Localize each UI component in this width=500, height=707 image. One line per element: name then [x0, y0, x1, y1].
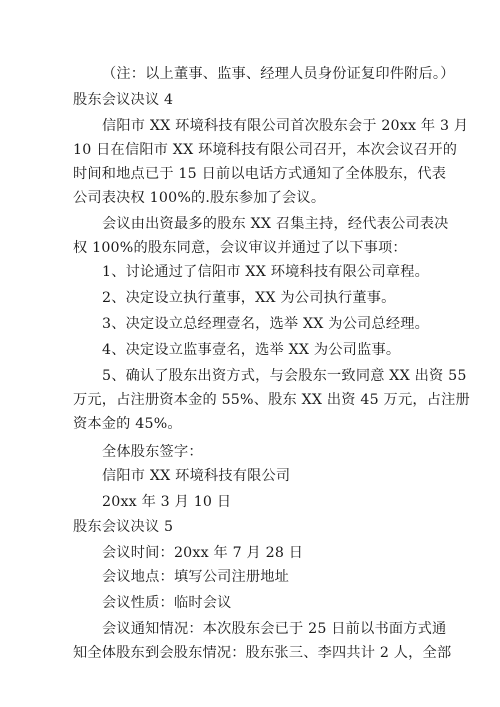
meeting-time: 会议时间：20xx 年 7 月 28 日	[102, 545, 304, 561]
resolution-4-item-3: 3、决定设立总经理壹名，选举 XX 为公司总经理。	[102, 316, 429, 332]
resolution-4-item-2: 2、决定设立执行董事，XX 为公司执行董事。	[102, 290, 396, 306]
resolution-4-intro-line-3: 时间和地点已于 15 日前以电话方式通知了全体股东，代表	[73, 166, 447, 182]
meeting-nature: 会议性质：临时会议	[102, 595, 232, 611]
resolution-5-title: 股东会议决议 5	[73, 519, 174, 535]
resolution-4-item-5-line-1: 5、确认了股东出资方式，与会股东一致同意 XX 出资 55	[102, 368, 467, 384]
resolution-4-chair-line-2: 权 100%的股东同意，会议审议并通过了以下事项：	[73, 240, 407, 256]
resolution-4-intro-line-4: 公司表决权 100%的.股东参加了会议。	[73, 190, 326, 206]
company-name: 信阳市 XX 环境科技有限公司	[102, 468, 291, 484]
resolution-4-item-1: 1、讨论通过了信阳市 XX 环境科技有限公司章程。	[102, 264, 429, 280]
note-line: （注：以上董事、监事、经理人员身份证复印件附后。）	[102, 66, 455, 82]
resolution-4-intro-line-1: 信阳市 XX 环境科技有限公司首次股东会于 20xx 年 3 月	[102, 118, 469, 134]
signature-label: 全体股东签字：	[102, 444, 203, 460]
resolution-4-title: 股东会议决议 4	[73, 92, 174, 108]
meeting-notice-line-1: 会议通知情况：本次股东会已于 25 日前以书面方式通	[102, 621, 447, 637]
resolution-4-date: 20xx 年 3 月 10 日	[102, 494, 232, 510]
resolution-4-intro-line-2: 10 日在信阳市 XX 环境科技有限公司召开，本次会议召开的	[73, 142, 458, 158]
resolution-4-item-5-line-3: 资本金的 45%。	[73, 416, 182, 432]
meeting-location: 会议地点：填写公司注册地址	[102, 569, 290, 585]
resolution-4-item-5-line-2: 万元，占注册资本金的 55%、股东 XX 出资 45 万元，占注册	[73, 392, 470, 408]
meeting-notice-line-2: 知全体股东到会股东情况：股东张三、李四共计 2 人，全部	[73, 645, 452, 661]
resolution-4-item-4: 4、决定设立监事壹名，选举 XX 为公司监事。	[102, 342, 401, 358]
resolution-4-chair-line-1: 会议由出资最多的股东 XX 召集主持，经代表公司表决	[102, 216, 449, 232]
